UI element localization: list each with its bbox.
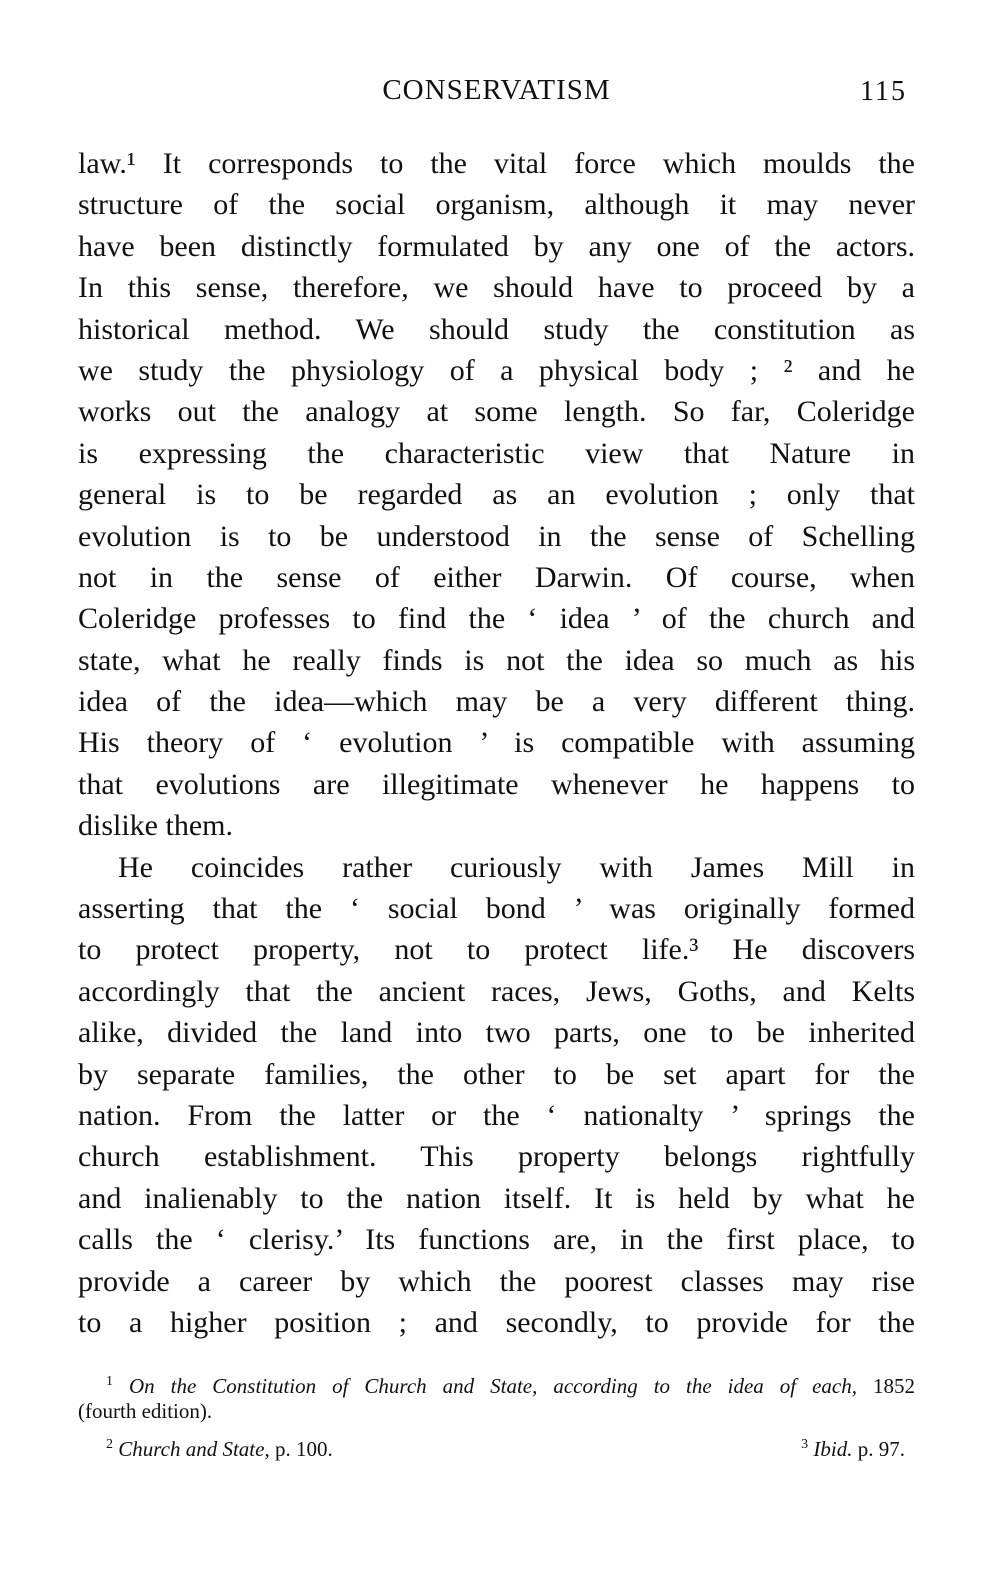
footnotes-2-3 bbox=[78, 1437, 915, 1462]
footnote-year: 1852 bbox=[873, 1374, 915, 1398]
text-line: dislike them. bbox=[78, 809, 233, 843]
footnote-citation: On the Constitution of Church and State, according to the idea of each, bbox=[128, 1374, 858, 1398]
text-line: state, what he really finds is not the idea so much as his bbox=[78, 643, 915, 677]
footnote-marker: 3 bbox=[801, 1437, 809, 1452]
text-line: that evolutions are illegitimate whenever he happens to bbox=[78, 767, 915, 801]
text-line: law.¹ It corresponds to the vital force which moulds the bbox=[78, 147, 915, 180]
text-line: asserting that the ‘ social bond ’ was originally formed bbox=[78, 892, 915, 926]
footnote-3 bbox=[801, 1437, 915, 1462]
text-line: we study the physiology of a physical body ; ² and he bbox=[78, 353, 915, 387]
text-line: idea of the idea—which may be a very different thing. bbox=[78, 685, 915, 719]
text-line: His theory of ‘ evolution ’ is compatible with assuming bbox=[78, 726, 915, 760]
text-line: historical method. We should study the constitution as bbox=[78, 312, 915, 346]
text-line: Coleridge professes to find the ‘ idea ’ of the church and bbox=[78, 602, 915, 636]
text-line: to a higher position ; and secondly, to provide for the bbox=[78, 1305, 915, 1339]
footnote-page: p. 97. bbox=[857, 1437, 905, 1461]
text-line: to protect property, not to protect life.³ He discovers bbox=[78, 933, 915, 967]
text-line: calls the ‘ clerisy.’ Its functions are, in the first place, to bbox=[78, 1223, 915, 1257]
text-line: In this sense, therefore, we should have to proceed by a bbox=[78, 271, 915, 305]
chapter-title: CONSERVATISM bbox=[382, 74, 611, 106]
text-line: have been distinctly formulated by any one of the actors. bbox=[78, 229, 915, 263]
text-line: is expressing the characteristic view that Nature in bbox=[78, 436, 915, 470]
text-line: church establishment. This property belongs rightfully bbox=[78, 1140, 915, 1174]
footnote-1 bbox=[78, 1374, 915, 1424]
page-number: 115 bbox=[860, 76, 907, 107]
text-line: alike, divided the land into two parts, one to be inherited bbox=[78, 1016, 915, 1050]
footnote-page: p. 100. bbox=[274, 1437, 333, 1461]
text-line: by separate families, the other to be set apart for the bbox=[78, 1057, 915, 1091]
footnote-marker: 1 bbox=[106, 1374, 113, 1389]
text-line: evolution is to be understood in the sense of Schelling bbox=[78, 519, 915, 553]
text-line: and inalienably to the nation itself. It is held by what he bbox=[78, 1181, 915, 1215]
text-line: accordingly that the ancient races, Jews, Goths, and Kelts bbox=[78, 974, 915, 1008]
footnote-citation: Ibid. bbox=[813, 1437, 853, 1461]
text-line: not in the sense of either Darwin. Of course, when bbox=[78, 560, 915, 594]
running-header bbox=[78, 74, 915, 114]
footnote-2 bbox=[78, 1437, 333, 1462]
text-line: He coincides rather curiously with James Mill in bbox=[118, 850, 915, 884]
footnote-continuation: (fourth edition). bbox=[78, 1399, 213, 1423]
text-line: provide a career by which the poorest classes may rise bbox=[78, 1264, 915, 1298]
text-line: works out the analogy at some length. So far, Coleridge bbox=[78, 395, 915, 429]
body-text bbox=[78, 143, 915, 1343]
footnote-citation: Church and State, bbox=[118, 1437, 270, 1461]
text-line: nation. From the latter or the ‘ nationalty ’ springs the bbox=[78, 1098, 915, 1132]
footnote-marker: 2 bbox=[106, 1437, 113, 1452]
text-line: general is to be regarded as an evolution ; only that bbox=[78, 478, 915, 512]
text-line: structure of the social organism, although it may never bbox=[78, 188, 915, 222]
